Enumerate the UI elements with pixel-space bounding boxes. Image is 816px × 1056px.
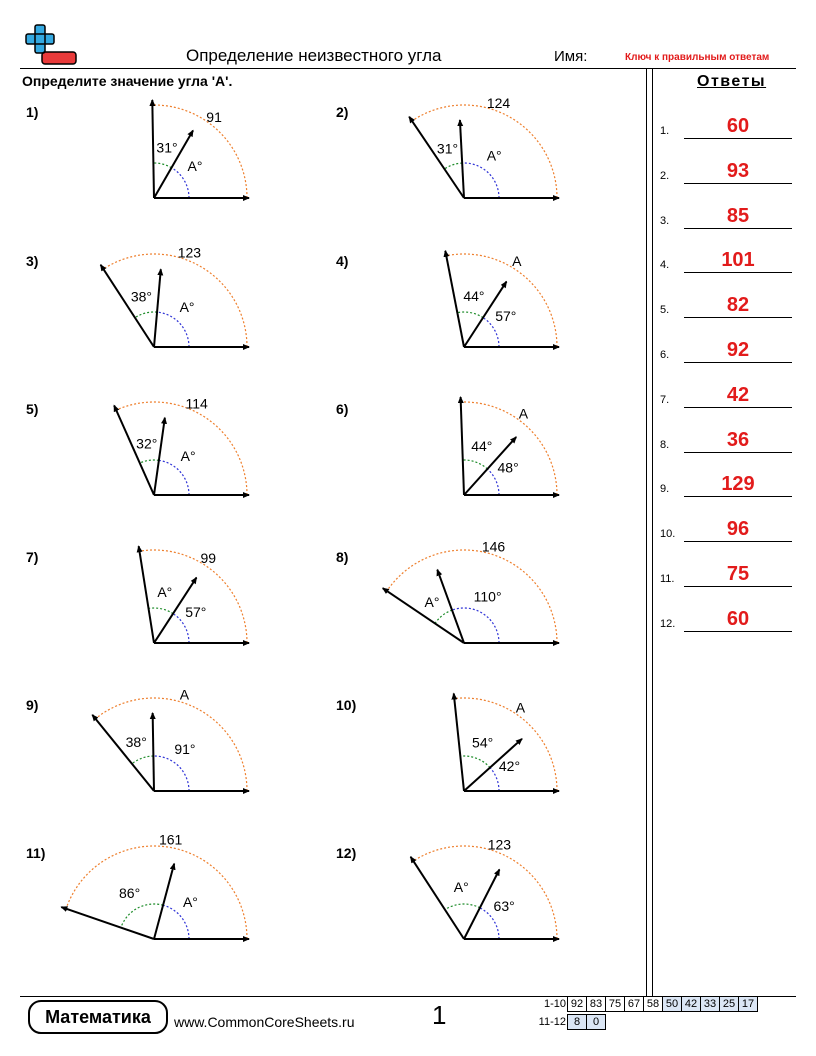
- total-angle-label: 99: [200, 549, 217, 566]
- answer-line: [684, 272, 792, 273]
- upper-angle-label: 86°: [119, 885, 141, 902]
- total-angle-label: A: [515, 699, 526, 716]
- lower-angle-label: 48°: [497, 459, 519, 476]
- answer-row: [660, 251, 794, 273]
- problem-number: 12): [336, 845, 357, 861]
- angle-diagram: [372, 243, 632, 393]
- answer-line: [684, 183, 792, 184]
- score-cell: 92: [567, 996, 587, 1012]
- upper-angle-arc: [140, 460, 159, 463]
- lower-angle-label: A°: [486, 147, 502, 164]
- answer-line: [684, 631, 792, 632]
- upper-angle-arc: [153, 163, 171, 168]
- answer-row: [660, 117, 794, 139]
- answer-line: [684, 496, 792, 497]
- answer-number: 6.: [660, 349, 670, 361]
- upper-angle-arc: [132, 756, 153, 764]
- total-angle-label: 146: [481, 538, 506, 555]
- angle-diagram: [372, 835, 632, 985]
- score-row-label: 11-12: [538, 1016, 566, 1028]
- outer-ray: [101, 265, 154, 347]
- answer-number: 10.: [660, 528, 676, 541]
- logo-icon: [20, 22, 82, 68]
- middle-ray: [154, 269, 161, 347]
- upper-angle-label: 44°: [463, 287, 485, 304]
- answer-number: 4.: [660, 259, 670, 272]
- upper-angle-arc: [149, 608, 174, 614]
- lower-angle-label: 57°: [185, 604, 207, 621]
- total-angle-label: 161: [158, 831, 183, 848]
- answers-title: Ответы: [697, 73, 767, 90]
- score-cell: 8: [567, 1014, 587, 1030]
- answer-value[interactable]: 101: [721, 249, 755, 272]
- upper-angle-arc: [457, 312, 483, 318]
- upper-angle-arc: [460, 756, 490, 768]
- upper-angle-label: A°: [157, 584, 173, 601]
- outer-ray: [461, 397, 464, 495]
- middle-ray: [460, 120, 464, 198]
- lower-angle-label: A°: [179, 298, 195, 315]
- middle-ray: [437, 570, 464, 643]
- lower-angle-label: A°: [187, 157, 203, 174]
- outer-ray: [383, 588, 464, 643]
- answer-number: 9.: [660, 483, 670, 496]
- outer-angle-arc: [139, 550, 247, 643]
- instructions: Определите значение угла 'A'.: [22, 73, 233, 89]
- angle-diagram: [62, 687, 322, 837]
- answer-row: [660, 341, 794, 363]
- score-cell: 0: [586, 1014, 606, 1030]
- lower-angle-arc: [490, 768, 499, 791]
- worksheet-title: Определение неизвестного угла: [186, 46, 442, 65]
- middle-ray: [153, 713, 154, 791]
- outer-angle-arc: [95, 698, 247, 791]
- score-cell: 25: [719, 996, 739, 1012]
- lower-angle-arc: [452, 608, 499, 643]
- answer-row: [660, 428, 794, 453]
- answer-line: [684, 138, 792, 139]
- answer-value[interactable]: 42: [726, 383, 750, 406]
- score-cell: 83: [586, 996, 606, 1012]
- answer-number: 11.: [660, 573, 675, 585]
- answer-line: [684, 541, 792, 542]
- upper-angle-label: A°: [453, 879, 469, 896]
- score-cell: 50: [662, 996, 682, 1012]
- score-cell: 33: [700, 996, 720, 1012]
- angle-diagram: [372, 539, 632, 689]
- score-row-2: [528, 1014, 606, 1030]
- brand-badge: Математика: [28, 1000, 168, 1034]
- lower-angle-arc: [172, 168, 190, 198]
- lower-angle-label: 42°: [498, 757, 521, 774]
- outer-ray: [411, 857, 464, 939]
- total-angle-label: A: [518, 405, 529, 422]
- angle-diagram: [62, 831, 322, 985]
- lower-angle-label: A°: [182, 893, 198, 910]
- answer-value[interactable]: 93: [726, 159, 750, 182]
- answer-number: 3.: [660, 214, 670, 227]
- problem-number: 8): [336, 549, 349, 565]
- answer-line: [684, 317, 792, 318]
- answer-line: [684, 452, 792, 453]
- answer-row: [660, 204, 794, 229]
- answer-value[interactable]: 92: [726, 339, 750, 361]
- angle-diagram: [62, 243, 322, 393]
- name-label: Имя:: [554, 48, 588, 65]
- answer-row: [660, 565, 794, 587]
- upper-angle-label: 54°: [472, 734, 494, 751]
- problem-number: 1): [26, 104, 39, 120]
- answer-line: [684, 586, 792, 587]
- outer-ray: [92, 715, 154, 791]
- problem-number: 11): [26, 845, 46, 861]
- upper-angle-label: 38°: [130, 288, 153, 305]
- score-row-1: [528, 996, 758, 1012]
- outer-ray: [454, 694, 464, 791]
- outer-angle-arc: [454, 698, 557, 791]
- problem-number: 4): [336, 253, 349, 269]
- problem-number: 7): [26, 549, 39, 565]
- answer-number: 12.: [660, 617, 676, 630]
- total-angle-label: 123: [487, 836, 512, 853]
- answer-line: [684, 362, 792, 363]
- upper-angle-label: A°: [424, 594, 440, 611]
- answer-value[interactable]: 75: [726, 563, 750, 585]
- angle-diagram: [62, 94, 322, 244]
- upper-angle-arc: [445, 904, 480, 910]
- score-cell: 42: [681, 996, 701, 1012]
- score-cell: 75: [605, 996, 625, 1012]
- upper-angle-arc: [463, 460, 488, 469]
- angle-diagram: [372, 94, 632, 244]
- lower-angle-arc: [163, 905, 189, 939]
- total-angle-label: 91: [206, 108, 222, 125]
- problem-number: 10): [336, 697, 357, 713]
- outer-angle-arc: [387, 550, 557, 643]
- outer-ray: [152, 100, 154, 198]
- answer-line: [684, 407, 792, 408]
- middle-ray: [154, 864, 174, 939]
- upper-angle-arc: [444, 163, 462, 169]
- lower-angle-label: 110°: [473, 588, 502, 605]
- answer-value[interactable]: 36: [726, 428, 750, 451]
- lower-angle-arc: [153, 756, 189, 791]
- upper-angle-arc: [435, 610, 452, 623]
- score-cell: 17: [738, 996, 758, 1012]
- problem-number: 3): [26, 253, 39, 269]
- answer-number: 5.: [660, 304, 670, 317]
- outer-ray: [139, 546, 154, 643]
- answer-value[interactable]: 82: [726, 294, 750, 317]
- total-angle-label: A: [179, 686, 190, 703]
- answer-value[interactable]: 60: [726, 115, 750, 137]
- answer-row: [660, 520, 794, 542]
- lower-angle-arc: [157, 312, 189, 347]
- lower-angle-label: A°: [180, 447, 196, 464]
- header-divider: [20, 68, 796, 69]
- upper-angle-arc: [135, 312, 157, 318]
- angle-diagram: [62, 391, 322, 541]
- answer-value[interactable]: 60: [726, 607, 750, 630]
- upper-angle-label: 32°: [136, 435, 158, 452]
- answer-row: [660, 159, 794, 184]
- outer-ray: [409, 117, 464, 198]
- answer-row: [660, 607, 794, 632]
- answer-line: [684, 228, 792, 229]
- problem-number: 6): [336, 401, 349, 417]
- upper-angle-label: 38°: [125, 734, 147, 751]
- angle-diagram: [62, 539, 322, 689]
- lower-angle-label: 91°: [174, 741, 196, 758]
- angle-diagram: [372, 687, 632, 837]
- answer-panel-divider-2: [652, 68, 653, 996]
- problem-number: 5): [26, 401, 39, 417]
- score-row-label: 1-10: [543, 998, 566, 1010]
- angle-diagram: [372, 391, 632, 541]
- lower-angle-label: 63°: [493, 897, 515, 914]
- lower-angle-label: 57°: [495, 308, 517, 325]
- total-angle-label: A: [512, 252, 522, 269]
- outer-angle-arc: [66, 846, 247, 939]
- lower-angle-arc: [159, 460, 189, 495]
- answer-number: 2.: [660, 169, 670, 182]
- answer-row: [660, 383, 794, 408]
- answer-row: [660, 296, 794, 318]
- answer-number: 7.: [660, 393, 670, 406]
- problem-number: 2): [336, 104, 349, 120]
- answer-value[interactable]: 96: [726, 518, 750, 541]
- answer-value[interactable]: 129: [721, 473, 755, 496]
- answer-number: 1.: [660, 125, 670, 137]
- total-angle-label: 124: [486, 95, 511, 112]
- site-url[interactable]: www.CommonCoreSheets.ru: [174, 1014, 355, 1030]
- page-number: 1: [432, 1000, 447, 1030]
- score-cell: 58: [643, 996, 663, 1012]
- answer-row: [660, 475, 794, 497]
- lower-angle-arc: [462, 163, 499, 198]
- outer-ray: [61, 907, 154, 939]
- upper-angle-label: 31°: [436, 140, 459, 157]
- answer-key-label: Ключ к правильным ответам: [625, 52, 770, 63]
- answer-panel-divider: [646, 68, 647, 996]
- answer-number: 8.: [660, 438, 670, 451]
- upper-angle-label: 31°: [156, 139, 178, 156]
- total-angle-label: 114: [185, 395, 208, 412]
- problem-number: 9): [26, 697, 39, 713]
- outer-ray: [445, 251, 464, 347]
- upper-angle-label: 44°: [471, 438, 493, 455]
- total-angle-label: 123: [177, 244, 202, 261]
- upper-angle-arc: [121, 904, 163, 928]
- middle-ray: [154, 418, 165, 495]
- answer-value[interactable]: 85: [726, 204, 750, 227]
- score-cell: 67: [624, 996, 644, 1012]
